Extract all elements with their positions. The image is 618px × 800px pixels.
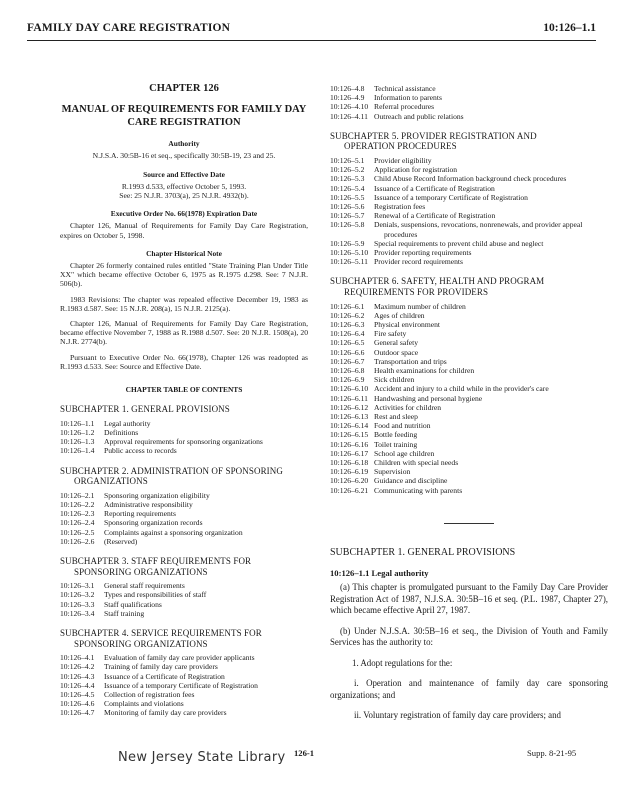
toc-subchapter-heading-line: SUBCHAPTER 2. ADMINISTRATION OF SPONSORING <box>60 465 283 476</box>
toc-entry-title: Sponsoring organization eligibility <box>104 490 210 500</box>
toc-entry <box>60 708 308 717</box>
toc-entry-number: 10:126–6.1 <box>330 301 365 311</box>
history-para-1: Chapter 26 formerly contained rules entitled "State Training Plan Under Title XX" which became effective October 6, 1975 as R.1975 d.298. See: 7 N.J.R. 506(b). <box>60 261 308 289</box>
source-line-1: R.1993 d.533, effective October 5, 1993. <box>121 181 247 191</box>
toc-entry-number: 10:126–6.18 <box>330 458 369 468</box>
toc-entry-title: Guidance and discipline <box>374 476 448 486</box>
toc-entry <box>330 338 608 347</box>
toc-subchapter-heading-line: ORGANIZATIONS <box>74 476 148 487</box>
toc-entry <box>330 357 608 366</box>
toc-entry-number: 10:126–4.1 <box>60 653 95 663</box>
toc-entry-number: 10:126–6.14 <box>330 421 369 431</box>
toc-subchapter-heading-line: SUBCHAPTER 1. GENERAL PROVISIONS <box>60 404 230 415</box>
toc-entry-title: Special requirements to prevent child abuse and neglect <box>374 238 544 248</box>
toc-entry <box>60 672 308 681</box>
toc-entry <box>60 600 308 609</box>
toc-entry-title: Reporting requirements <box>104 509 176 519</box>
toc-entry-number: 10:126–5.11 <box>330 257 368 267</box>
toc-entry-title: Denials, suspensions, revocations, nonrenewals, and provider appeal procedures <box>374 220 583 239</box>
toc-entry <box>330 165 608 174</box>
page-number: 126-1 <box>294 748 315 758</box>
toc-entry-number: 10:126–6.19 <box>330 467 369 477</box>
toc-entry-number: 10:126–4.10 <box>330 102 369 112</box>
toc-entry <box>330 193 608 202</box>
history-para-3: Chapter 126, Manual of Requirements for Family Day Care Registration, became effective November 7, 1988 as R.1988 d.507. See: 20 N.J.R. 1508(a), 20 N.J.R. 2774(b). <box>60 319 308 347</box>
history-para-2: 1983 Revisions: The chapter was repealed effective December 19, 1983 as R.1983 d.587. See: 15 N.J.R. 208(a), 15 N.J.R. 2125(a). <box>60 294 308 313</box>
toc-entry <box>60 590 308 599</box>
toc-entry <box>60 518 308 527</box>
toc-entry <box>60 653 308 662</box>
list-item-ii: ii. Voluntary registration of family day care providers; and <box>354 710 561 721</box>
toc-entry-number: 10:126–6.2 <box>330 310 365 320</box>
toc-entry-title: Legal authority <box>104 418 151 428</box>
list-item-i: i. Operation and maintenance of family day care sponsoring organizations; and <box>330 678 608 700</box>
toc-entry-number: 10:126–6.13 <box>330 412 369 422</box>
chapter-number: CHAPTER 126 <box>149 83 219 94</box>
toc-entry-number: 10:126–5.3 <box>330 174 365 184</box>
page-footer <box>0 748 618 772</box>
toc-entry <box>60 509 308 518</box>
toc-entry-title: Outreach and public relations <box>374 111 464 121</box>
toc-entry <box>60 491 308 500</box>
toc-entry-title: Health examinations for children <box>374 366 475 376</box>
toc-entry <box>330 458 608 467</box>
toc-entry-number: 10:126–1.2 <box>60 428 95 438</box>
toc-entry-number: 10:126–5.1 <box>330 156 365 165</box>
toc-subchapter-heading <box>60 628 308 649</box>
toc-entry-title: Complaints and violations <box>104 699 184 709</box>
toc-entry <box>330 403 608 412</box>
toc-entry <box>60 437 308 446</box>
toc-entry <box>330 421 608 430</box>
toc-entry <box>330 202 608 211</box>
toc-entry-title: Types and responsibilities of staff <box>104 590 207 600</box>
toc-entry-title: Food and nutrition <box>374 421 431 431</box>
toc-entry-number: 10:126–3.2 <box>60 590 95 600</box>
toc-entry-number: 10:126–2.3 <box>60 509 95 519</box>
authority-heading: Authority <box>168 139 200 149</box>
toc-entry <box>330 220 608 238</box>
toc-entry-title: Bottle feeding <box>374 430 418 440</box>
toc-entry-title: Application for registration <box>374 165 458 175</box>
toc-entry-title: Staff qualifications <box>104 599 162 609</box>
toc-entry <box>330 311 608 320</box>
toc-entry-title: Registration fees <box>374 202 426 212</box>
toc-entry-title: Provider record requirements <box>374 257 463 267</box>
eo-text: Chapter 126, Manual of Requirements for Family Day Care Registration, expires on October 5, 1998. <box>60 221 308 240</box>
toc-entry-title: Fire safety <box>374 329 407 339</box>
toc-entry-number: 10:126–4.4 <box>60 680 95 690</box>
toc-entry-number: 10:126–6.16 <box>330 439 369 449</box>
toc-entry-title: Monitoring of family day care providers <box>104 708 227 718</box>
toc-entry <box>60 446 308 455</box>
toc-subchapter-heading <box>60 404 308 415</box>
toc-entry-number: 10:126–5.8 <box>330 220 365 230</box>
toc-entry <box>60 609 308 618</box>
list-item-1: 1. Adopt regulations for the: <box>352 657 453 668</box>
toc-entry-number: 10:126–2.4 <box>60 518 95 528</box>
authority-text: N.J.S.A. 30:5B-16 et seq., specifically 30:5B-19, 23 and 25. <box>92 151 276 161</box>
toc-entry-number: 10:126–2.1 <box>60 490 95 500</box>
toc-entry-title: Technical assistance <box>374 84 436 93</box>
toc-entry-title: General safety <box>374 338 419 348</box>
toc-continued <box>330 84 608 121</box>
toc-entry-number: 10:126–4.7 <box>60 708 95 718</box>
left-column <box>60 84 308 718</box>
toc-entry <box>60 428 308 437</box>
toc-heading: CHAPTER TABLE OF CONTENTS <box>125 385 243 395</box>
toc-entry-number: 10:126–5.6 <box>330 202 365 212</box>
toc-entry <box>60 681 308 690</box>
eo-heading: Executive Order No. 66(1978) Expiration Date <box>110 209 258 219</box>
toc-subchapter-heading-line: SUBCHAPTER 4. SERVICE REQUIREMENTS FOR <box>60 628 262 639</box>
toc-entry-number: 10:126–6.9 <box>330 375 365 385</box>
toc-entry <box>330 257 608 266</box>
toc-entry-number: 10:126–5.9 <box>330 238 365 248</box>
toc-entry <box>330 184 608 193</box>
toc-entry <box>330 476 608 485</box>
toc-entry-title: Evaluation of family day care provider applicants <box>104 653 255 663</box>
toc-subchapter-heading <box>330 131 608 152</box>
toc-entry <box>330 93 608 102</box>
toc-entry <box>330 412 608 421</box>
toc-entry-title: Collection of registration fees <box>104 690 195 700</box>
toc-entry-title: Transportation and trips <box>374 356 447 366</box>
toc-entry <box>60 419 308 428</box>
toc-entry-title: Accident and injury to a child while in the provider's care <box>374 384 549 394</box>
toc-entry-title: Toilet training <box>374 439 418 449</box>
toc-entry <box>330 248 608 257</box>
toc-subchapter-heading-line: SPONSORING ORGANIZATIONS <box>74 638 208 649</box>
toc-entry-title: Issuance of a Certificate of Registration <box>104 671 225 681</box>
paragraph-b: (b) Under N.J.S.A. 30:5B–16 et seq., the Division of Youth and Family Services has the authority to: <box>330 625 608 648</box>
toc-entry-number: 10:126–4.8 <box>330 84 365 93</box>
toc-left <box>60 404 308 717</box>
library-stamp: New Jersey State Library <box>118 750 286 765</box>
toc-entry-number: 10:126–6.17 <box>330 448 369 458</box>
running-header <box>27 22 596 41</box>
toc-entry-number: 10:126–5.5 <box>330 192 365 202</box>
toc-entry <box>60 528 308 537</box>
toc-entry-title: Definitions <box>104 428 139 438</box>
toc-entry <box>330 430 608 439</box>
toc-entry <box>330 102 608 111</box>
toc-entry-title: Child Abuse Record Information background check procedures <box>374 174 567 184</box>
toc-entry-number: 10:126–3.4 <box>60 608 95 618</box>
toc-entry-title: Provider eligibility <box>374 156 432 165</box>
toc-entry <box>330 211 608 220</box>
toc-entry-title: Supervision <box>374 467 411 477</box>
toc-entry-title: Handwashing and personal hygiene <box>374 393 483 403</box>
header-section: 10:126–1.1 <box>543 22 596 34</box>
toc-entry-number: 10:126–6.21 <box>330 485 369 495</box>
toc-entry <box>330 174 608 183</box>
toc-entry-number: 10:126–4.6 <box>60 699 95 709</box>
toc-entry-number: 10:126–5.10 <box>330 248 369 258</box>
toc-entry-number: 10:126–4.3 <box>60 671 95 681</box>
toc-entry-number: 10:126–6.8 <box>330 366 365 376</box>
toc-subchapter-heading <box>330 276 608 297</box>
toc-entry-title: Activities for children <box>374 402 442 412</box>
toc-entry <box>330 156 608 165</box>
toc-entry-title: Administrative responsibility <box>104 500 193 510</box>
history-para-4: Pursuant to Executive Order No. 66(1978), Chapter 126 was readopted as R.1993 d.533. See: Source and Effective Date. <box>60 352 308 371</box>
toc-entry-number: 10:126–6.7 <box>330 356 365 366</box>
toc-right <box>330 131 608 495</box>
toc-entry-title: Issuance of a Certificate of Registration <box>374 183 495 193</box>
toc-entry-title: Issuance of a temporary Certificate of Registration <box>104 680 258 690</box>
toc-subchapter-heading <box>60 466 308 487</box>
toc-entry-title: School age children <box>374 448 435 458</box>
toc-entry-number: 10:126–4.9 <box>330 93 365 103</box>
toc-entry-title: Outdoor space <box>374 347 419 357</box>
toc-entry-title: Communicating with parents <box>374 485 463 495</box>
toc-entry <box>330 112 608 121</box>
toc-subchapter-heading <box>60 556 308 577</box>
toc-entry <box>330 366 608 375</box>
toc-entry-title: Sick children <box>374 375 415 385</box>
toc-subchapter-heading-line: REQUIREMENTS FOR PROVIDERS <box>344 287 489 298</box>
toc-entry-title: (Reserved) <box>104 536 138 546</box>
source-line-2: See: 25 N.J.R. 3703(a), 25 N.J.R. 4932(b). <box>119 191 249 201</box>
toc-entry <box>60 662 308 671</box>
toc-entry <box>330 440 608 449</box>
toc-entry <box>60 690 308 699</box>
toc-entry <box>60 537 308 546</box>
toc-entry-number: 10:126–3.1 <box>60 581 95 591</box>
toc-entry-title: Maximum number of children <box>374 301 466 311</box>
supplement-date: Supp. 8-21-95 <box>527 748 577 758</box>
toc-entry-number: 10:126–6.4 <box>330 329 365 339</box>
toc-entry-title: Ages of children <box>374 310 425 320</box>
toc-entry-title: Approval requirements for sponsoring organizations <box>104 437 263 447</box>
toc-entry-number: 10:126–6.3 <box>330 320 365 330</box>
toc-entry <box>330 348 608 357</box>
toc-entry <box>330 375 608 384</box>
toc-entry-title: Rest and sleep <box>374 412 418 422</box>
toc-subchapter-heading-line: OPERATION PROCEDURES <box>344 141 457 152</box>
toc-entry-number: 10:126–6.20 <box>330 476 369 486</box>
toc-entry-number: 10:126–2.5 <box>60 527 95 537</box>
toc-entry <box>60 500 308 509</box>
toc-entry-title: General staff requirements <box>104 581 185 591</box>
toc-entry-number: 10:126–4.2 <box>60 662 95 672</box>
paragraph-a: (a) This chapter is promulgated pursuant to the Family Day Care Provider Registration Act of 1987, N.J.S.A. 30:5B–16 et seq. (P.L. 1987, Chapter 27), which became effective April 27, 1987. <box>330 582 608 616</box>
toc-entry-title: Physical environment <box>374 320 441 330</box>
toc-entry-title: Public access to records <box>104 446 177 456</box>
history-heading: Chapter Historical Note <box>146 248 222 258</box>
toc-entry <box>330 302 608 311</box>
toc-entry-number: 10:126–2.6 <box>60 536 95 546</box>
toc-entry-title: Provider reporting requirements <box>374 248 472 258</box>
toc-entry <box>330 239 608 248</box>
toc-entry <box>330 320 608 329</box>
source-heading: Source and Effective Date <box>143 169 225 179</box>
section-divider <box>444 523 494 524</box>
toc-entry-number: 10:126–6.15 <box>330 430 369 440</box>
toc-entry-number: 10:126–4.5 <box>60 690 95 700</box>
toc-entry-number: 10:126–5.7 <box>330 211 365 221</box>
toc-entry-title: Complaints against a sponsoring organization <box>104 527 243 537</box>
header-title: FAMILY DAY CARE REGISTRATION <box>27 22 231 34</box>
manual-title: MANUAL OF REQUIREMENTS FOR FAMILY DAY CARE REGISTRATION <box>61 104 307 129</box>
toc-entry-title: Children with special needs <box>374 458 459 468</box>
toc-entry-number: 10:126–5.2 <box>330 165 365 175</box>
toc-entry-number: 10:126–1.4 <box>60 446 95 456</box>
toc-entry <box>330 486 608 495</box>
toc-entry-number: 10:126–6.6 <box>330 347 365 357</box>
toc-entry-title: Training of family day care providers <box>104 662 218 672</box>
toc-entry <box>330 84 608 93</box>
section-title: 10:126–1.1 Legal authority <box>330 568 429 579</box>
toc-entry-number: 10:126–4.11 <box>330 111 368 121</box>
toc-entry <box>330 449 608 458</box>
toc-entry <box>330 384 608 393</box>
toc-entry-number: 10:126–6.11 <box>330 393 368 403</box>
toc-entry <box>330 329 608 338</box>
toc-entry <box>60 699 308 708</box>
toc-entry-title: Staff training <box>104 608 145 618</box>
toc-entry-number: 10:126–6.5 <box>330 338 365 348</box>
toc-entry-number: 10:126–3.3 <box>60 599 95 609</box>
right-column <box>330 84 608 731</box>
toc-entry-title: Renewal of a Certificate of Registration <box>374 211 496 221</box>
toc-entry-title: Information to parents <box>374 93 442 103</box>
toc-entry-title: Referral procedures <box>374 102 435 112</box>
toc-entry-number: 10:126–2.2 <box>60 500 95 510</box>
toc-entry-number: 10:126–5.4 <box>330 183 365 193</box>
toc-subchapter-heading-line: SUBCHAPTER 5. PROVIDER REGISTRATION AND <box>330 130 537 141</box>
toc-entry-title: Issuance of a temporary Certificate of Registration <box>374 192 528 202</box>
subchapter-heading: SUBCHAPTER 1. GENERAL PROVISIONS <box>330 546 516 558</box>
toc-subchapter-heading-line: SUBCHAPTER 3. STAFF REQUIREMENTS FOR <box>60 556 252 567</box>
toc-entry-number: 10:126–6.10 <box>330 384 369 394</box>
toc-entry <box>330 394 608 403</box>
toc-entry-number: 10:126–1.1 <box>60 418 95 428</box>
toc-entry-number: 10:126–6.12 <box>330 402 369 412</box>
toc-subchapter-heading-line: SPONSORING ORGANIZATIONS <box>74 566 208 577</box>
toc-entry <box>330 467 608 476</box>
toc-subchapter-heading-line: SUBCHAPTER 6. SAFETY, HEALTH AND PROGRAM <box>330 276 545 287</box>
toc-entry <box>60 581 308 590</box>
toc-entry-title: Sponsoring organization records <box>104 518 203 528</box>
toc-entry-number: 10:126–1.3 <box>60 437 95 447</box>
